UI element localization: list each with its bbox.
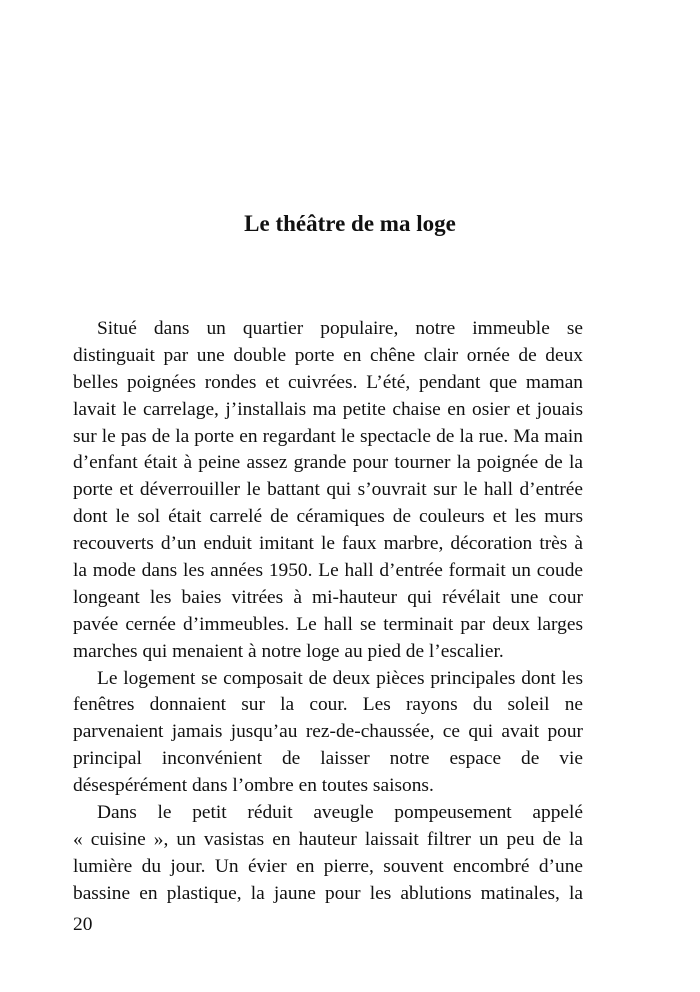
text-line: distinguait par une double porte en chêne clair ornée de deux	[73, 344, 583, 366]
text-line: la mode dans les années 1950. Le hall d’entrée formait un coude	[73, 560, 583, 582]
text-line: désespérément dans l’ombre en toutes saisons.	[73, 775, 434, 797]
text-line: sur le pas de la porte en regardant le spectacle de la rue. Ma main	[73, 425, 583, 447]
text-line: Situé dans un quartier populaire, notre immeuble se	[97, 318, 583, 339]
text-line: « cuisine », un vasistas en hauteur laissait filtrer un peu de la	[73, 828, 583, 850]
body-text	[73, 316, 583, 908]
chapter-title: Le théâtre de ma loge	[244, 211, 456, 236]
text-line: recouverts d’un enduit imitant le faux marbre, décoration très à	[73, 533, 583, 555]
text-line: parvenaient jamais jusqu’au rez-de-chaussée, ce qui avait pour	[73, 721, 583, 743]
text-line: belles poignées rondes et cuivrées. L’été, pendant que maman	[73, 371, 583, 393]
text-line: fenêtres donnaient sur la cour. Les rayons du soleil ne	[73, 694, 583, 716]
text-line: lavait le carrelage, j’installais ma petite chaise en osier et jouais	[73, 398, 583, 420]
page-number: 20	[73, 914, 93, 935]
text-line: longeant les baies vitrées à mi-hauteur qui révélait une cour	[73, 586, 583, 608]
text-line: principal inconvénient de laisser notre espace de vie	[73, 748, 583, 770]
text-line: pavée cernée d’immeubles. Le hall se terminait par deux larges	[73, 613, 583, 635]
text-line: porte et déverrouiller le battant qui s’ouvrait sur le hall d’entrée	[73, 479, 583, 501]
text-line: marches qui menaient à notre loge au pied de l’escalier.	[73, 640, 504, 662]
text-line: Dans le petit réduit aveugle pompeusement appelé	[97, 802, 583, 824]
text-line: bassine en plastique, la jaune pour les ablutions matinales, la	[73, 882, 583, 904]
text-line: dont le sol était carrelé de céramiques de couleurs et les murs	[73, 506, 583, 528]
paragraph-3	[73, 800, 583, 908]
text-line: Le logement se composait de deux pièces principales dont les	[97, 667, 583, 689]
text-line: lumière du jour. Un évier en pierre, souvent encombré d’une	[73, 855, 583, 877]
paragraph-1	[73, 316, 583, 666]
text-line: d’enfant était à peine assez grande pour tourner la poignée de la	[73, 452, 583, 474]
paragraph-2	[73, 666, 583, 800]
